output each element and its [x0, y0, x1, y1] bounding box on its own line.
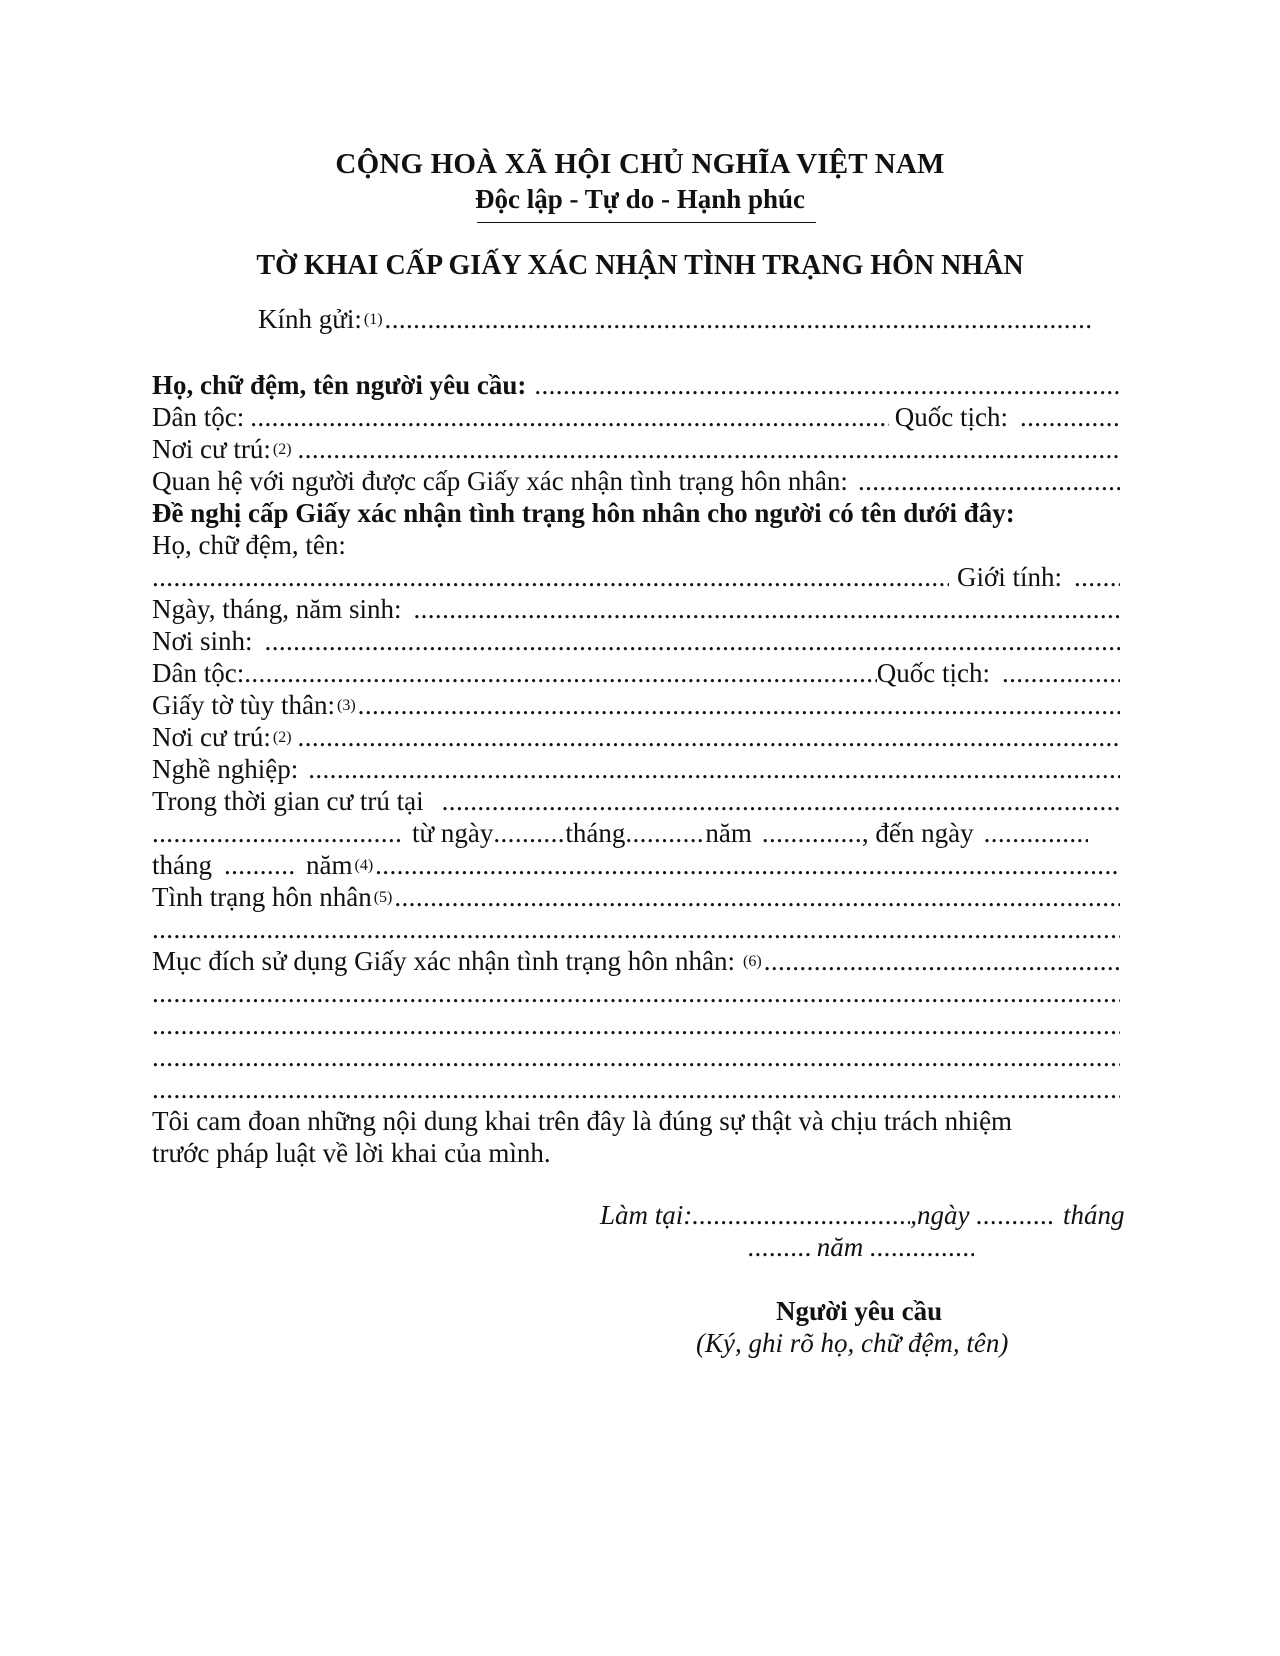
recipient-label: Kính gửi:: [258, 304, 362, 334]
purpose-field-5[interactable]: [152, 1072, 1120, 1106]
period-place-field-2[interactable]: [152, 816, 404, 850]
subject-birthplace-row: [152, 624, 1120, 658]
purpose-field[interactable]: [764, 944, 1120, 978]
purpose-line-5: [152, 1072, 1120, 1106]
to-month-label: tháng: [152, 850, 212, 880]
place-label: Làm tại:: [600, 1200, 693, 1230]
declaration-text-2: trước pháp luật về lời khai của mình.: [152, 1138, 551, 1168]
purpose-line-2: [152, 976, 1120, 1010]
subject-dob-row: [152, 592, 1120, 626]
requester-name-label: Họ, chữ đệm, tên người yêu cầu:: [152, 370, 527, 400]
requester-name-row: [152, 368, 1120, 402]
subject-name-row: [152, 560, 1120, 594]
from-month-field[interactable]: [625, 816, 705, 850]
subject-name-label-row: [152, 528, 1120, 562]
requester-residence-label: Nơi cư trú:: [152, 434, 271, 464]
purpose-row: [152, 944, 1120, 978]
purpose-label: Mục đích sử dụng Giấy xác nhận tình trạng hôn nhân:: [152, 946, 736, 976]
requester-name-field[interactable]: [534, 368, 1120, 402]
marital-row: [152, 880, 1120, 914]
request-heading: [152, 496, 1120, 530]
place-date-row: [600, 1200, 1125, 1231]
relation-field[interactable]: [858, 464, 1120, 498]
motto: Độc lập - Tự do - Hạnh phúc: [474, 184, 806, 214]
purpose-field-3[interactable]: [152, 1008, 1120, 1042]
marital-field-2[interactable]: [152, 912, 1120, 946]
day-label: ,ngày: [910, 1200, 970, 1230]
subject-gender-field[interactable]: [1074, 560, 1120, 594]
subject-ethnicity-row: [152, 656, 1120, 690]
period-dates-row: [152, 816, 1088, 850]
marital-field[interactable]: [394, 880, 1120, 914]
motto-underline: [477, 222, 816, 223]
purpose-line-4: [152, 1040, 1120, 1074]
subject-occupation-label: Nghề nghiệp:: [152, 754, 299, 784]
from-day-field[interactable]: [493, 816, 565, 850]
requester-residence-field[interactable]: [298, 432, 1120, 466]
footnote-2: (2): [272, 441, 292, 458]
footnote-3: (3): [337, 697, 356, 714]
footnote-6: (6): [743, 953, 762, 970]
subject-ethnicity-label: Dân tộc:: [152, 658, 245, 688]
place-field[interactable]: [692, 1200, 910, 1231]
subject-name-field[interactable]: [152, 560, 949, 594]
requester-ethnicity-label: Dân tộc:: [152, 402, 245, 432]
to-year-label: năm: [306, 850, 353, 880]
period-end-row: [152, 848, 1120, 882]
from-month-label: tháng: [565, 818, 626, 848]
subject-name-label: Họ, chữ đệm, tên:: [152, 530, 346, 560]
year-field[interactable]: [870, 1232, 974, 1263]
signer-role: Người yêu cầu: [776, 1296, 943, 1326]
subject-nationality-field[interactable]: [1002, 656, 1120, 690]
day-field[interactable]: [976, 1200, 1052, 1231]
subject-id-row: [152, 688, 1120, 722]
purpose-line-3: [152, 1008, 1120, 1042]
subject-dob-field[interactable]: [413, 592, 1120, 626]
subject-birthplace-field[interactable]: [265, 624, 1120, 658]
subject-id-field[interactable]: [358, 688, 1120, 722]
period-label: Trong thời gian cư trú tại: [152, 786, 424, 816]
subject-residence-label: Nơi cư trú:: [152, 722, 271, 752]
relation-row: [152, 464, 1120, 498]
subject-dob-label: Ngày, tháng, năm sinh:: [152, 594, 402, 624]
to-year-field[interactable]: [375, 848, 1120, 882]
subject-nationality-label: Quốc tịch:: [876, 658, 990, 688]
to-day-label: , đến ngày: [861, 818, 974, 848]
marital-label: Tình trạng hôn nhân: [152, 882, 372, 912]
requester-residence-row: [152, 432, 1120, 466]
from-year-label: năm: [705, 818, 752, 848]
year-row: [748, 1232, 974, 1263]
recipient-field[interactable]: [385, 302, 1094, 336]
nation-heading: CỘNG HOÀ XÃ HỘI CHỦ NGHĨA VIỆT NAM: [335, 148, 945, 180]
footnote-1: (1): [363, 311, 383, 328]
footnote-5: (5): [373, 889, 393, 906]
subject-birthplace-label: Nơi sinh:: [152, 626, 253, 656]
month-field[interactable]: [748, 1232, 810, 1263]
declaration-text-1: Tôi cam đoan những nội dung khai trên đây là đúng sự thật và chịu trách nhiệm: [152, 1106, 1013, 1136]
requester-ethnicity-field[interactable]: [250, 400, 889, 434]
subject-occupation-field[interactable]: [308, 752, 1120, 786]
subject-id-label: Giấy tờ tùy thân:: [152, 690, 336, 720]
requester-nationality-label: Quốc tịch:: [894, 402, 1008, 432]
signer-instruction: (Ký, ghi rõ họ, chữ đệm, tên): [696, 1328, 1009, 1358]
to-month-field[interactable]: [224, 848, 294, 882]
purpose-field-2[interactable]: [152, 976, 1120, 1010]
year-label: năm: [816, 1232, 864, 1262]
subject-residence-row: [152, 720, 1120, 754]
to-day-field[interactable]: [984, 816, 1088, 850]
subject-ethnicity-field[interactable]: [244, 656, 877, 690]
subject-occupation-row: [152, 752, 1120, 786]
footnote-2-subject: (2): [272, 729, 292, 746]
declaration-line-1: [152, 1104, 1120, 1138]
marital-continuation-row: [152, 912, 1120, 946]
from-day-label: từ ngày: [412, 818, 494, 848]
subject-gender-label: Giới tính:: [956, 562, 1062, 592]
relation-label: Quan hệ với người được cấp Giấy xác nhận tình trạng hôn nhân:: [152, 466, 848, 496]
footnote-4: (4): [354, 857, 374, 874]
from-year-field[interactable]: [762, 816, 862, 850]
period-row: [152, 784, 1120, 818]
subject-residence-field[interactable]: [298, 720, 1120, 754]
request-heading-text: Đề nghị cấp Giấy xác nhận tình trạng hôn nhân cho người có tên dưới đây:: [152, 498, 1015, 528]
requester-ethnicity-row: [152, 400, 1120, 434]
period-place-field[interactable]: [442, 784, 1120, 818]
month-label: tháng: [1063, 1200, 1125, 1230]
requester-nationality-field[interactable]: [1020, 400, 1120, 434]
declaration-line-2: [152, 1136, 1120, 1170]
form-title: TỜ KHAI CẤP GIẤY XÁC NHẬN TÌNH TRẠNG HÔN NHÂN: [256, 250, 1024, 281]
purpose-field-4[interactable]: [152, 1040, 1120, 1074]
recipient-row: [258, 302, 1094, 336]
